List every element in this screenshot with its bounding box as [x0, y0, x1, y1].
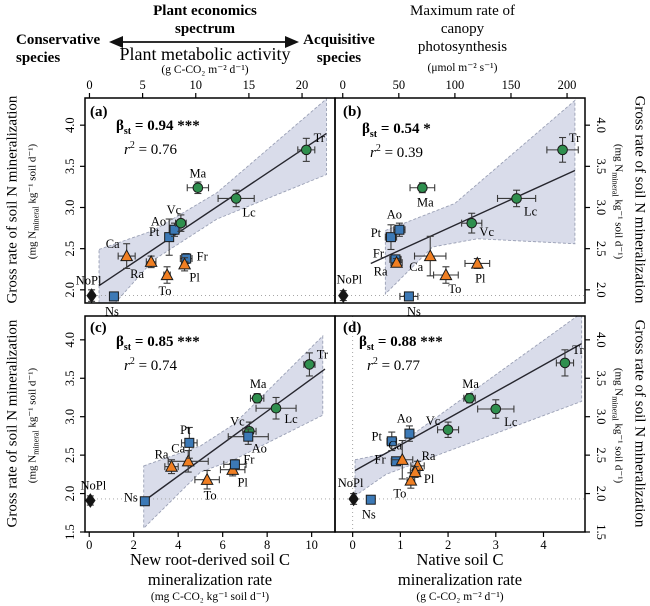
- y-units-pre: (mg N: [26, 454, 39, 484]
- point-label-Ao: Ao: [396, 411, 413, 426]
- panel-b-letter: (b): [343, 104, 362, 120]
- ytick-label: 2.5: [63, 240, 77, 257]
- header-acquisitive: [298, 31, 380, 67]
- y-units-pre: (mg N: [26, 230, 39, 260]
- ytick-label: 3.5: [594, 370, 608, 387]
- marker-circle-Vc: [467, 218, 477, 228]
- xtick-label: 4: [175, 538, 182, 552]
- panel-a-r2: [124, 140, 177, 159]
- point-label-Tr: Tr: [313, 130, 325, 145]
- data-point-c-Ma: [250, 377, 267, 403]
- r-superscript: 2: [129, 140, 135, 151]
- panel-d-r2: [367, 356, 420, 375]
- r-value: = 0.39: [380, 145, 424, 161]
- panel-c-beta: [116, 334, 200, 353]
- panel-a-beta: [116, 118, 200, 137]
- xtick-label: 100: [445, 78, 465, 92]
- r-symbol: r: [367, 358, 373, 374]
- y-units-sub: mineral: [610, 172, 620, 197]
- data-point-a-NoPl: [76, 274, 102, 303]
- point-label-Ns: Ns: [123, 490, 138, 505]
- r-value: = 0.77: [377, 358, 421, 374]
- xtick-label: 4: [540, 538, 547, 552]
- point-label-Ra: Ra: [130, 266, 145, 281]
- data-point-a-To: [159, 267, 173, 298]
- point-label-To: To: [393, 486, 407, 501]
- point-label-Pt: Pt: [180, 422, 191, 437]
- conservative-line2: species: [16, 50, 61, 66]
- point-label-Ca: Ca: [171, 441, 186, 456]
- ytick-label: 4.0: [594, 332, 608, 348]
- y-units-post: kg⁻¹ soil d⁻¹): [612, 420, 625, 484]
- ytick-label: 2.0: [594, 485, 608, 502]
- x-axis-units-c: (mg C-CO₂ kg⁻¹ soil d⁻¹): [150, 591, 270, 603]
- marker-circle-Lc: [271, 403, 281, 413]
- y-axis-units-left-bottom: [26, 316, 41, 536]
- point-label-NoPl: NoPl: [80, 478, 107, 493]
- point-label-Pt: Pt: [148, 225, 160, 240]
- r-value: = 0.74: [134, 358, 178, 374]
- r-symbol: r: [124, 358, 130, 374]
- y-units-post: kg⁻¹ soil d⁻¹): [26, 143, 39, 207]
- marker-circle-Vc: [443, 425, 453, 435]
- beta-value: = 0.85 ***: [131, 334, 200, 350]
- point-label-Lc: Lc: [284, 412, 298, 427]
- point-label-Tr: Tr: [568, 130, 581, 145]
- marker-circle-Ma: [252, 393, 262, 403]
- y-axis-label-right-bottom: Gross rate of soil N mineralization: [631, 319, 648, 528]
- point-label-Ns: Ns: [361, 507, 376, 522]
- point-label-Ns: Ns: [104, 304, 119, 319]
- beta-symbol: β: [116, 334, 124, 350]
- marker-circle-Tr: [560, 358, 570, 368]
- point-label-Ao: Ao: [251, 441, 267, 456]
- point-label-Fr: Fr: [374, 452, 386, 467]
- point-label-Fr: Fr: [372, 246, 385, 261]
- point-label-Vc: Vc: [479, 225, 495, 240]
- point-label-Ca: Ca: [409, 260, 424, 275]
- r-superscript: 2: [129, 356, 135, 367]
- marker-triangle-To: [440, 269, 451, 280]
- ytick-label: 2.0: [63, 282, 77, 298]
- panel-a-letter: (a): [90, 104, 108, 120]
- ytick-label: 2.5: [63, 447, 77, 463]
- beta-value: = 0.54 *: [377, 121, 431, 137]
- beta-value: = 0.88 ***: [374, 334, 443, 350]
- xtick-label: 0: [86, 538, 93, 552]
- point-label-Pl: Pl: [423, 472, 435, 487]
- r-superscript: 2: [375, 143, 381, 154]
- point-label-Ao: Ao: [150, 214, 167, 229]
- xtick-label: 0: [349, 538, 356, 552]
- ytick-label: 2.5: [594, 447, 608, 463]
- xtick-label: 2: [130, 538, 137, 552]
- marker-square-Ns: [109, 292, 118, 301]
- point-label-Ca: Ca: [388, 438, 403, 453]
- beta-symbol: β: [362, 121, 370, 137]
- y-units-sub: mineral: [31, 206, 41, 231]
- point-label-Ns: Ns: [406, 304, 421, 319]
- marker-circle-Ma: [193, 183, 203, 193]
- ytick-label: 4.0: [63, 332, 77, 348]
- ytick-label: 3.5: [594, 158, 608, 175]
- beta-subscript: st: [123, 126, 132, 137]
- point-label-Lc: Lc: [242, 205, 256, 220]
- marker-triangle-Pl: [472, 257, 483, 268]
- xtick-label: 10: [305, 538, 318, 552]
- xtick-label: 0: [86, 78, 93, 92]
- point-label-Pl: Pl: [189, 270, 200, 285]
- xtick-label: 3: [492, 538, 499, 552]
- acquisitive-line2: species: [316, 50, 362, 66]
- beta-subscript: st: [123, 342, 132, 353]
- data-point-a-Ma: [187, 167, 208, 194]
- point-label-Pt: Pt: [371, 429, 382, 444]
- data-point-b-Ns: [400, 292, 421, 319]
- point-label-Vc: Vc: [425, 413, 441, 428]
- xtick-label: 6: [219, 538, 226, 552]
- photosynthesis-line3: photosynthesis: [417, 39, 508, 55]
- point-label-Pl: Pl: [475, 271, 486, 286]
- point-label-To: To: [448, 282, 462, 297]
- y-axis-units-right-bottom: [611, 316, 626, 536]
- marker-square-Ns: [140, 497, 149, 506]
- y-axis-units-right-top: [611, 92, 626, 312]
- point-label-Ra: Ra: [373, 264, 388, 279]
- ytick-label: 2.0: [63, 485, 77, 502]
- marker-circle-Lc: [512, 194, 522, 204]
- point-label-Vc: Vc: [166, 203, 182, 218]
- data-point-c-To: [195, 471, 219, 503]
- data-point-b-Pl: [465, 257, 490, 285]
- marker-diamond-NoPl: [87, 289, 96, 302]
- panel-b-r2: [370, 143, 423, 162]
- panel-b-beta: [362, 121, 431, 140]
- marker-circle-Lc: [231, 194, 241, 204]
- xtick-label: 20: [295, 78, 309, 92]
- x-axis-units-d: (g C-CO₂ m⁻² d⁻¹): [416, 591, 504, 603]
- xtick-label: 5: [139, 78, 146, 92]
- xtick-label: 50: [392, 78, 406, 92]
- data-point-b-NoPl: [336, 273, 362, 303]
- marker-circle-Tr: [558, 145, 568, 155]
- xtick-label: 10: [189, 78, 203, 92]
- x-axis-label-d-line2: mineralization rate: [397, 570, 523, 589]
- marker-square-Fr: [230, 460, 239, 469]
- y-units-post: kg⁻¹ soil d⁻¹): [612, 196, 625, 260]
- x-axis-label-d-line1: Native soil C: [416, 550, 504, 569]
- point-label-Ao: Ao: [386, 207, 403, 222]
- marker-circle-Ma: [465, 393, 475, 403]
- panel-c-letter: (c): [90, 320, 107, 336]
- ytick-label: 2.0: [594, 282, 608, 298]
- point-label-Ma: Ma: [189, 166, 207, 181]
- conservative-line1: Conservative: [16, 32, 101, 48]
- point-label-Ma: Ma: [417, 195, 434, 210]
- data-point-b-To: [434, 267, 462, 296]
- marker-square-Ns: [366, 495, 375, 504]
- beta-symbol: β: [116, 118, 124, 134]
- marker-circle-Lc: [491, 404, 501, 414]
- beta-value: = 0.94 ***: [131, 118, 200, 134]
- y-units-post: kg⁻¹ soil d⁻¹): [26, 367, 39, 431]
- x-axis-label-c-line1: New root-derived soil C: [130, 550, 290, 569]
- panel-c-r2: [124, 356, 177, 375]
- header-metabolic-units: (g C-CO₂ m⁻² d⁻¹): [161, 64, 249, 76]
- marker-circle-Tr: [305, 360, 315, 370]
- regression-line-c: [144, 369, 325, 501]
- acquisitive-line1: Acquisitive: [303, 32, 375, 48]
- y-units-pre: (mg N: [612, 367, 625, 397]
- header-photosynthesis: [385, 2, 540, 56]
- x-axis-label-c-line2: mineralization rate: [147, 570, 273, 589]
- point-label-NoPl: NoPl: [75, 273, 102, 288]
- ytick-label: 1.5: [63, 524, 77, 540]
- marker-triangle-To: [161, 269, 172, 280]
- point-label-NoPl: NoPl: [336, 272, 363, 287]
- ytick-label: 4.0: [594, 117, 608, 133]
- ytick-label: 3.0: [63, 199, 77, 216]
- r-symbol: r: [124, 142, 130, 158]
- xtick-label: 1: [397, 538, 404, 552]
- ytick-label: 3.5: [63, 370, 77, 387]
- marker-triangle-To: [201, 474, 212, 485]
- xtick-label: 200: [557, 78, 577, 92]
- y-axis-label-left-bottom: Gross rate of soil N mineralization: [4, 319, 21, 528]
- point-label-NoPl: NoPl: [337, 475, 364, 490]
- data-point-d-Ao: [397, 412, 414, 442]
- xtick-label: 8: [264, 538, 271, 552]
- y-units-sub: mineral: [610, 396, 620, 421]
- point-label-To: To: [203, 488, 217, 503]
- point-label-Ca: Ca: [105, 237, 120, 252]
- marker-circle-Tr: [302, 145, 312, 155]
- point-label-Pt: Pt: [370, 226, 382, 241]
- panel-b: [335, 78, 608, 318]
- header-photosynthesis-units: (μmol m⁻² s⁻¹): [427, 62, 498, 74]
- ytick-label: 3.0: [594, 199, 608, 216]
- r-superscript: 2: [372, 356, 378, 367]
- point-label-Vc: Vc: [230, 414, 245, 429]
- data-point-b-Ma: [410, 183, 435, 210]
- point-label-Ra: Ra: [154, 447, 169, 462]
- r-symbol: r: [370, 145, 376, 161]
- beta-subscript: st: [366, 342, 375, 353]
- xtick-label: 2: [444, 538, 452, 552]
- marker-square-Ao: [405, 429, 414, 438]
- marker-square-Pt: [386, 233, 395, 242]
- point-label-Tr: Tr: [572, 342, 584, 357]
- point-label-To: To: [158, 284, 172, 299]
- y-units-sub: mineral: [31, 430, 41, 455]
- ytick-label: 1.5: [594, 524, 608, 540]
- point-label-Lc: Lc: [504, 415, 518, 430]
- marker-square-Pt: [185, 438, 194, 447]
- point-label-Pl: Pl: [237, 475, 248, 490]
- y-units-pre: (mg N: [612, 143, 625, 173]
- point-label-Lc: Lc: [523, 204, 538, 219]
- ytick-label: 3.5: [63, 158, 77, 175]
- marker-circle-Vc: [176, 218, 186, 228]
- header-metabolic-activity: Plant metabolic activity: [119, 44, 291, 64]
- r-value: = 0.76: [134, 142, 178, 158]
- y-axis-label-left-top: Gross rate of soil N mineralization: [4, 95, 21, 304]
- header-spectrum-title1: Plant economics: [153, 3, 257, 19]
- ytick-label: 3.0: [63, 408, 77, 425]
- beta-subscript: st: [369, 129, 378, 140]
- photosynthesis-line1: Maximum rate of: [410, 3, 515, 19]
- y-axis-label-right-top: Gross rate of soil N mineralization: [631, 95, 648, 304]
- point-label-Fr: Fr: [196, 249, 208, 264]
- photosynthesis-line2: canopy: [440, 21, 485, 37]
- panel-d-letter: (d): [343, 320, 362, 336]
- marker-square-Ns: [404, 292, 413, 301]
- ytick-label: 2.5: [594, 240, 608, 257]
- y-axis-units-left-top: [26, 92, 41, 312]
- marker-square-Ao: [244, 432, 253, 441]
- point-label-Ra: Ra: [421, 448, 436, 463]
- beta-symbol: β: [359, 334, 367, 350]
- xtick-label: 150: [501, 78, 521, 92]
- point-label-Fr: Fr: [243, 452, 255, 467]
- ytick-label: 4.0: [63, 117, 77, 133]
- xtick-label: 0: [339, 78, 346, 92]
- point-label-Ma: Ma: [462, 377, 479, 392]
- marker-square-Ao: [395, 225, 404, 234]
- marker-circle-Ma: [418, 183, 428, 193]
- header-spectrum-title2: spectrum: [175, 21, 235, 37]
- point-label-Ma: Ma: [249, 377, 267, 392]
- point-label-Tr: Tr: [316, 347, 329, 362]
- panel-d-beta: [359, 334, 443, 353]
- ytick-label: 3.0: [594, 408, 608, 425]
- xtick-label: 15: [242, 78, 256, 92]
